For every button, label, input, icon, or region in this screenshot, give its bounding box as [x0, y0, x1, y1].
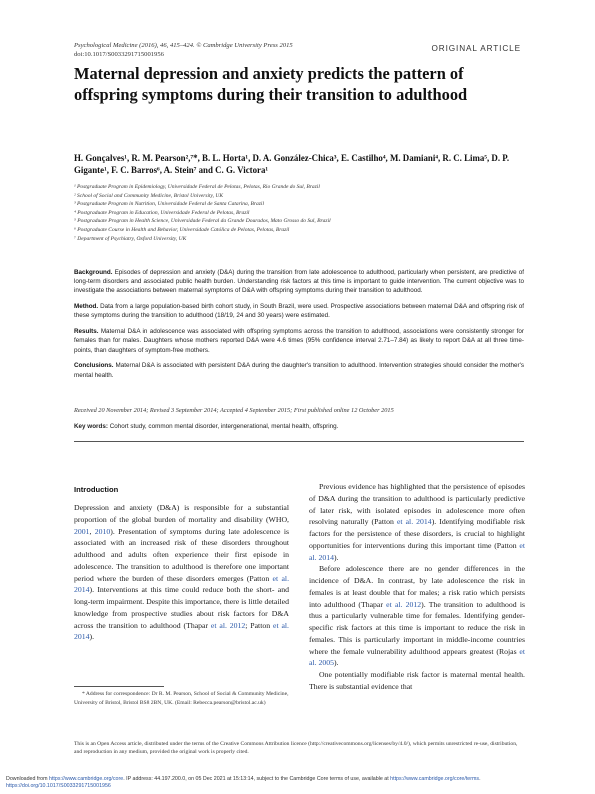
citation-link[interactable]: et al. 2012 — [386, 599, 422, 609]
citation-link[interactable]: et al. 2012 — [210, 620, 246, 630]
affiliation-item: ¹ Postgraduate Program in Epidemiology, Universidade Federal de Pelotas, Pelotas, Rio Grande do Sul, Brazil — [74, 184, 320, 190]
abstract-conclusions-text: Maternal D&A is associated with persistent D&A during the daughter's transition to adulthood. Intervention strategies should consider the mother's mental health. — [74, 362, 524, 379]
text-run: ; Patton — [245, 620, 273, 630]
received-dates: Received 20 November 2014; Revised 3 September 2014; Accepted 4 September 2015; First published online 12 October 2015 — [74, 407, 394, 414]
doi-link[interactable]: https://doi.org/10.1017/S0033291715001956 — [6, 783, 111, 790]
body-column-right — [309, 481, 525, 693]
text-run: ). Presentation of symptoms during late adolescence is associated with an increased risk of these disorders throughout adulthood and adults often experience their first episode in adolescence. The transition to adulthood is therefore one important period where the burden of these disorders emerges (Patton — [74, 526, 289, 583]
abstract-conclusions — [74, 361, 524, 379]
text-run: ). The transition to adulthood is thus a particularly vulnerable time for females. Identifying gender-specific risk factors at this time is important to reduce the risk in females. This is particularly important in middle-income countries where the female vulnerability adulthood appears greatest (Rojas — [309, 599, 526, 656]
abstract-background-label: Background. — [74, 269, 113, 276]
affiliation-item: ⁴ Postgraduate Program in Education, Universidade Federal de Pelotas, Brazil — [74, 209, 250, 216]
text-run: , — [89, 526, 95, 536]
abstract-conclusions-label: Conclusions. — [74, 362, 114, 370]
body-column-left — [74, 502, 289, 643]
affiliation-item: ² School of Social and Community Medicine, Bristol University, UK — [74, 192, 224, 199]
body-paragraph — [309, 481, 525, 563]
text-run: ). — [333, 658, 339, 668]
text-run: ). Identifying modifiable risk factors for the persistence of these disorders, is crucial to highlight opportunities for interventions during this important time (Patton — [309, 517, 526, 550]
text-run: Before adolescence there are no gender differences in the incidence of D&A. In contrast, by late adolescence the risk in females is at least double that for males; a risk ratio which persists into adulthood (Thapar — [309, 564, 525, 609]
keywords — [74, 423, 524, 430]
article-title: Maternal depression and anxiety predicts the pattern of offspring symptoms during their transition to adulthood — [74, 64, 468, 104]
body-paragraph — [309, 563, 525, 669]
abstract — [74, 268, 524, 386]
abstract-background-text: Episodes of depression and anxiety (D&A) during the transition from late adolescence to adulthood, particularly when persistent, are predictive of long-term disorders and associated public health burden. Understanding risk factors at this time is important to guide intervention. The current objective was to investigate the associations between maternal symptoms of D&A with offspring symptoms during their transition to adulthood. — [74, 269, 524, 295]
citation-link[interactable]: 2010 — [94, 526, 111, 536]
citation-link[interactable]: 2001 — [74, 526, 90, 536]
text-run: Depression and anxiety (D&A) is responsible for a substantial proportion of the global burden of mortality and disability (WHO, — [74, 503, 289, 524]
abstract-results — [74, 327, 524, 355]
body-paragraph: One potentially modifiable risk factor is maternal mental health. There is substantial evidence that — [309, 670, 525, 691]
abstract-method — [74, 302, 524, 320]
keywords-text: Cohort study, common mental disorder, intergenerational, mental health, offspring. — [109, 423, 339, 430]
affiliation-item: ³ Postgraduate Program in Nutrition, Universidade Federal de Santa Catarina, Brazil — [74, 201, 264, 208]
doi-line[interactable]: doi:10.1017/S0033291715001956 — [74, 51, 164, 58]
text-run: . IP address: 44.197.200.0, on 05 Dec 2021 at 15:13:14, subject to the Cambridge Core terms of use, available at — [123, 776, 391, 782]
terms-link[interactable]: https://www.cambridge.org/core/terms — [390, 776, 480, 782]
footnote-divider — [74, 686, 164, 687]
article-type-label: ORIGINAL ARTICLE — [431, 44, 521, 53]
intro-paragraph — [74, 502, 289, 643]
text-run: . — [479, 776, 481, 782]
journal-citation — [74, 41, 293, 59]
keywords-label: Key words: — [74, 423, 108, 430]
license-notice: This is an Open Access article, distributed under the terms of the Creative Commons Attribution licence (http://creativecommons.org/licenses/by/4.0/), which permits unrestricted re-use, distribution, and reproduction in any medium, provided the original work is properly cited. — [74, 741, 518, 756]
introduction-heading: Introduction — [74, 485, 119, 494]
abstract-results-label: Results. — [74, 328, 99, 336]
citation-link[interactable]: et al. 2014 — [74, 620, 289, 642]
citation-link[interactable]: et al. 2014 — [396, 517, 432, 527]
section-divider — [74, 441, 524, 442]
text-run: Previous evidence has highlighted that the persistence of episodes of D&A during the transition to adulthood is particularly predictive of later risk, with isolated episodes in adolescence more often resolving naturally (Patton — [309, 482, 525, 527]
text-run: ). Interventions at this time could reduce both the short- and long-term impairment. Despite this importance, there is little detailed knowledge from prospective studies about risk factors for D&A across the transition to adulthood (Thapar — [74, 585, 289, 630]
abstract-background — [74, 268, 524, 296]
cambridge-core-link[interactable]: https://www.cambridge.org/core — [49, 776, 124, 782]
text-run: ). — [89, 632, 95, 642]
affiliation-list — [74, 183, 524, 243]
affiliation-item: ⁶ Postgraduate Course in Health and Behavior, Universidade Católica de Pelotas, Pelotas, Brazil — [74, 226, 290, 233]
download-info — [6, 776, 589, 791]
abstract-results-text: Maternal D&A in adolescence was associated with offspring symptoms across the transition to adulthood, associations were consistently stronger for females than for males. Daughters whose mothers reported D&A were 4.6 times (95% confidence interval 2.71–7.84) as likely to report D&A at all three time-points, than daughters of symptom-free mothers. — [74, 328, 524, 354]
citation-link[interactable]: et al. 2014 — [309, 540, 525, 562]
journal-line: Psychological Medicine (2016), 46, 415–424. © Cambridge University Press 2015 — [74, 42, 293, 49]
citation-link[interactable]: et al. 2005 — [309, 646, 525, 668]
author-list: H. Gonçalves¹, R. M. Pearson²,⁷*, B. L. Horta¹, D. A. González-Chica³, E. Castilho⁴, M. Damiani⁴, R. C. Lima⁵, D. P. Gigante¹, F. C. Barros⁶, A. Stein⁷ and C. G. Victora¹ — [74, 153, 510, 175]
abstract-method-label: Method. — [74, 303, 99, 311]
affiliation-item: ⁷ Department of Psychiatry, Oxford University, UK — [74, 235, 187, 242]
citation-link[interactable]: et al. 2014 — [74, 573, 290, 595]
abstract-method-text: Data from a large population-based birth cohort study, in South Brazil, were used. Prospective associations between maternal D&A and offspring risk of these symptoms during the transition to adulthood (18/19, 24 and 30 years) were estimated. — [74, 303, 525, 320]
affiliation-item: ⁵ Postgraduate Program in Health Science, Universidade Federal da Grande Dourados, Mato Grosso do Sul, Brazil — [74, 218, 331, 225]
correspondence-footnote: * Address for correspondence: Dr R. M. Pearson, School of Social & Community Medicine, University of Bristol, Bristol BS8 2BN, UK. (Email: Rebecca.pearson@bristol.ac.uk) — [74, 691, 289, 706]
text-run: Downloaded from — [6, 776, 49, 782]
text-run: ). — [333, 552, 339, 562]
